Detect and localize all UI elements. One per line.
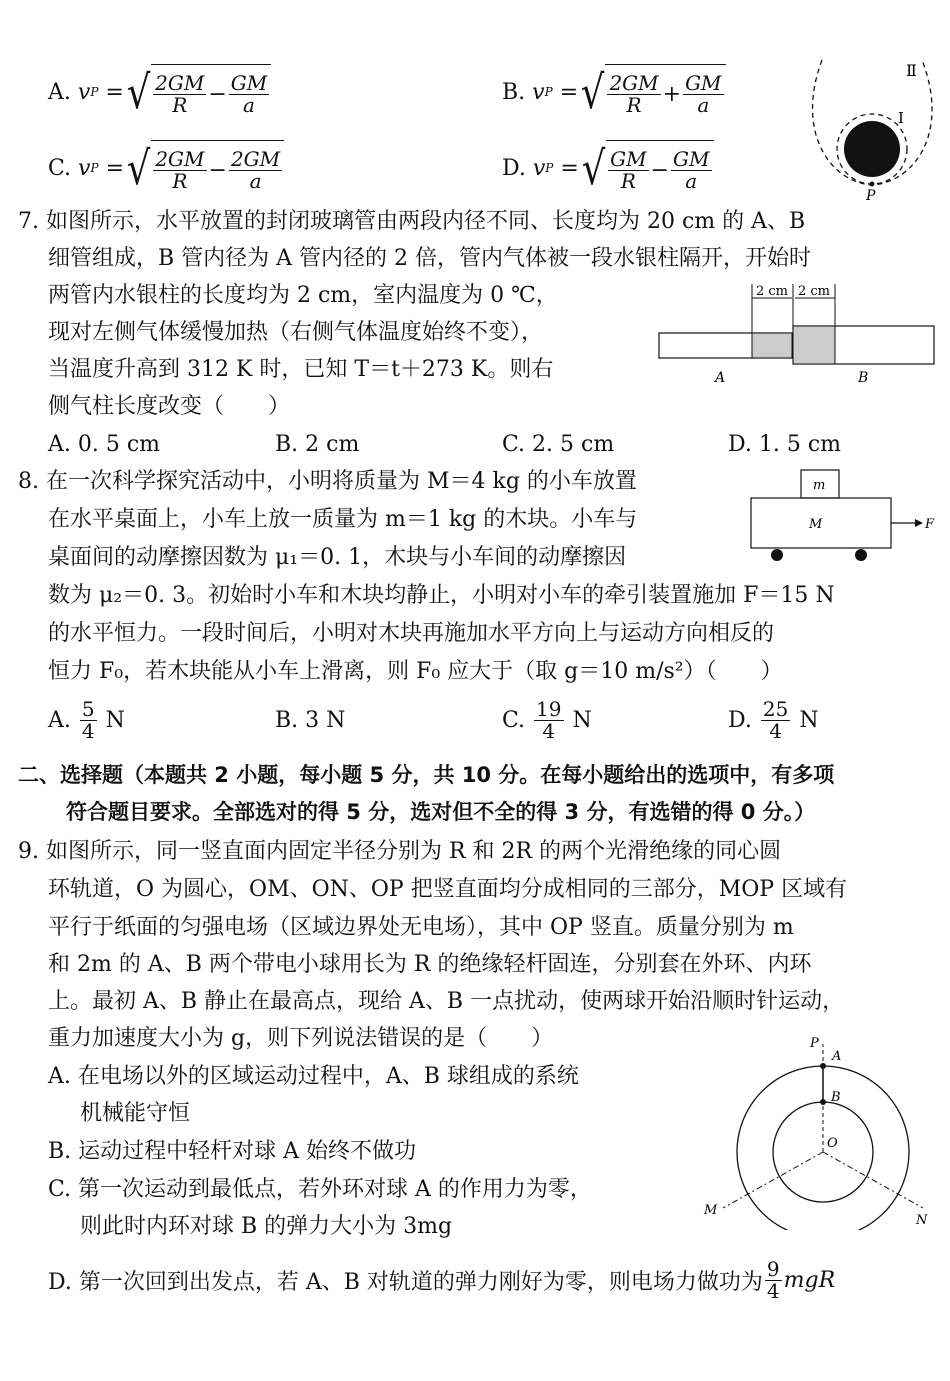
q9-option-d[interactable]: D. 第一次回到出发点，若 A、B 对轨道的弹力刚好为零，则电场力做功为 $\frac{9}{4}$ mgR [48,1256,836,1303]
q9-line-1: 9. 如图所示，同一竖直面内固定半径分别为 R 和 2R 的两个光滑绝缘的同心圆 [18,839,782,864]
q9-option-c-cont: 则此时内环对球 B 的弹力大小为 3mg [80,1214,453,1239]
label-m: M [704,1203,718,1218]
sqrt-expression: √ $\frac{2GM}{R}$ − $\frac{GM}{a}$ [124,64,271,120]
label-a: A [832,1049,842,1064]
q9-option-a[interactable]: A. 在电场以外的区域运动过程中，A、B 球组成的系统 [48,1064,579,1089]
orbit-figure [800,52,940,202]
q9-option-c[interactable]: C. 第一次运动到最低点，若外环对球 A 的作用力为零， [48,1177,592,1202]
q6-option-d[interactable]: D. v P = √ $\frac{GM}{R}$ − $\frac{GM}{a}$ [502,138,714,198]
q7-line-4: 现对左侧气体缓慢加热（右侧气体温度始终不变）， [48,320,544,345]
mercury-b [793,326,835,364]
q9-option-b[interactable]: B. 运动过程中轻杆对球 A 始终不做功 [48,1139,417,1164]
q8-option-a[interactable]: A. $\frac{5}{4}$ N [48,696,125,743]
label-F: F [925,517,935,532]
q7-line-1: 7. 如图所示，水平放置的封闭玻璃管由两段内径不同、长度均为 20 cm 的 A、B [18,209,806,234]
wheel-left [771,549,783,561]
q8-line-3: 桌面间的动摩擦因数为 μ₁＝0. 1，木块与小车间的动摩擦因 [48,545,627,570]
label-orbit-ii: Ⅱ [906,61,917,80]
q9-option-a-cont: 机械能守恒 [80,1101,191,1126]
q8-option-b[interactable]: B. 3 N [275,707,346,733]
ring-figure [690,1030,940,1230]
section-2-heading: 二、选择题（本题共 2 小题，每小题 5 分，共 10 分。在每小题给出的选项中，有多项 [18,763,835,787]
label-o: O [827,1136,838,1151]
q7-option-d[interactable]: D. 1. 5 cm [728,432,841,457]
label-orbit-i: Ⅰ [898,109,904,127]
sqrt-expression: √ $\frac{2GM}{R}$ − $\frac{2GM}{a}$ [124,140,284,196]
cart-figure [745,466,940,566]
q6-option-b[interactable]: B. v P = √ $\frac{2GM}{R}$ + $\frac{GM}{a}$ [502,62,726,122]
q8-line-4: 数为 μ₂＝0. 3。初始时小车和木块均静止，小明对小车的牵引装置施加 F＝15 N [48,583,835,608]
wheel-right [855,549,867,561]
label-p: P [866,188,876,202]
q9-line-6: 重力加速度大小为 g，则下列说法错误的是（ ） [48,1026,554,1051]
q8-line-2: 在水平桌面上，小车上放一质量为 m＝1 kg 的木块。小车与 [48,507,638,532]
label-M: M [809,517,823,532]
tube-figure [655,280,940,390]
q8-line-1: 8. 在一次科学探究活动中，小明将质量为 M＝4 kg 的小车放置 [18,469,637,494]
q7-option-c[interactable]: C. 2. 5 cm [502,432,615,457]
q7-line-5: 当温度升高到 312 K 时，已知 T＝t＋273 K。则右 [48,357,554,382]
dim-1: 2 cm [756,284,789,299]
q7-line-6: 侧气柱长度改变（ ） [48,394,291,419]
q7-option-a[interactable]: A. 0. 5 cm [48,432,161,457]
q6-option-c[interactable]: C. v P = √ $\frac{2GM}{R}$ − $\frac{2GM}{a}$ [48,138,284,198]
section-2-instructions: 符合题目要求。全部选对的得 5 分，选对但不全的得 3 分，有选错的得 0 分。） [66,800,816,824]
q9-line-5: 上。最初 A、B 静止在最高点，现给 A、B 一点扰动，使两球开始沿顺时针运动， [48,989,845,1014]
label-m: m [813,478,826,493]
q8-line-6: 恒力 F₀，若木块能从小车上滑离，则 F₀ 应大于（取 g＝10 m/s²）（ ） [48,659,783,684]
q9-line-3: 平行于纸面的匀强电场（区域边界处无电场），其中 OP 竖直。质量分别为 m [48,915,794,940]
q8-option-c[interactable]: C. $\frac{19}{4}$ N [502,696,592,743]
q7-line-2: 细管组成，B 管内径为 A 管内径的 2 倍，管内气体被一段水银柱隔开，开始时 [48,246,812,271]
q9-line-2: 环轨道，O 为圆心，OM、ON、OP 把竖直面均分成相同的三部分，MOP 区域有 [48,877,848,902]
q6-option-a[interactable]: A. v P = √ $\frac{2GM}{R}$ − $\frac{GM}{a}$ [48,62,271,122]
planet [844,121,900,177]
mercury-a [752,333,792,358]
label-b: B [831,1090,841,1105]
sqrt-expression: √ $\frac{2GM}{R}$ + $\frac{GM}{a}$ [578,64,725,120]
label-n: N [916,1213,928,1228]
q7-option-b[interactable]: B. 2 cm [275,432,360,457]
label-a: A [715,370,726,386]
q8-option-d[interactable]: D. $\frac{25}{4}$ N [728,696,819,743]
label-b: B [858,370,869,386]
dim-2: 2 cm [798,284,831,299]
q9-line-4: 和 2m 的 A、B 两个带电小球用长为 R 的绝缘轻杆固连，分别套在外环、内环 [48,952,812,977]
q7-line-3: 两管内水银柱的长度均为 2 cm，室内温度为 0 ℃， [48,283,558,308]
sqrt-expression: √ $\frac{GM}{R}$ − $\frac{GM}{a}$ [579,140,714,196]
q8-line-5: 的水平恒力。一段时间后，小明对木块再施加水平方向上与运动方向相反的 [48,621,775,646]
label-p: P [810,1036,819,1051]
point-p [870,182,875,187]
